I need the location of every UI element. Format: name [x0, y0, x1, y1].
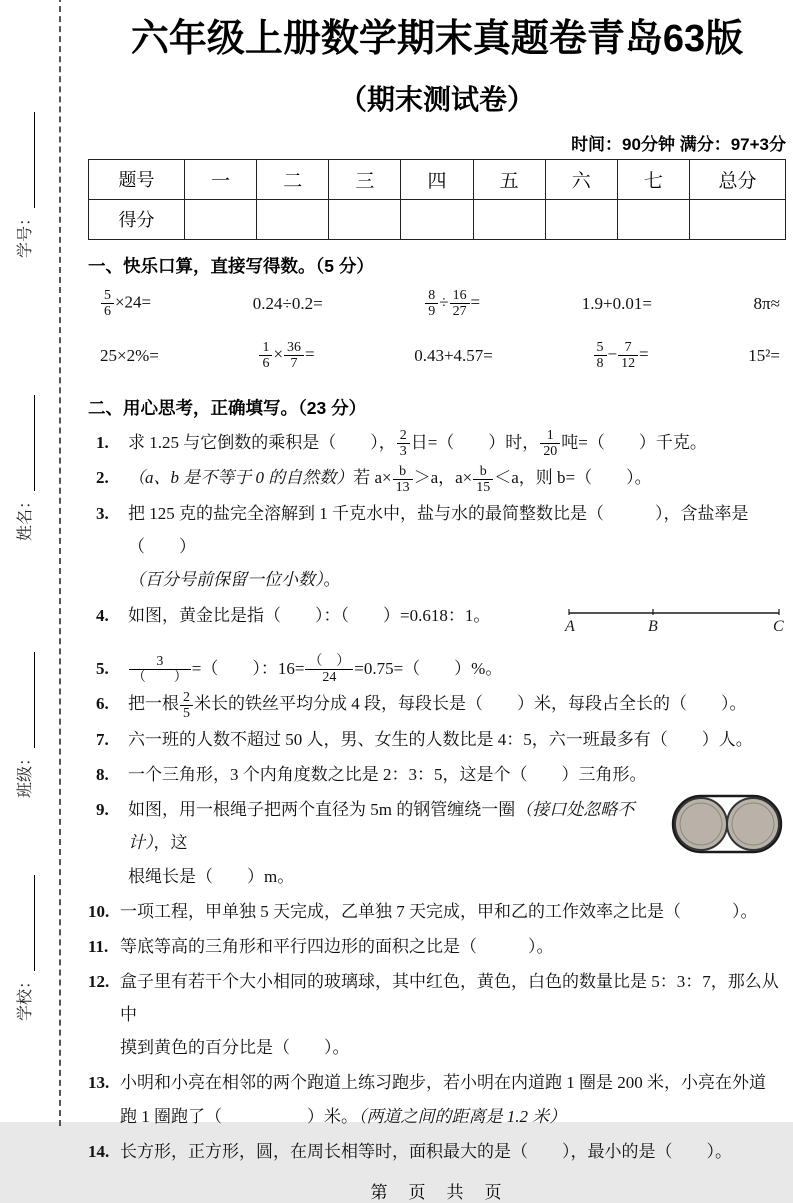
- question-number: 14.: [88, 1141, 110, 1161]
- fraction-denominator: 3: [397, 443, 410, 459]
- score-table-column-header: 四: [401, 159, 473, 199]
- text-run: 1.9+0.01=: [581, 293, 652, 313]
- fraction: [101, 288, 114, 319]
- text-run: ，这: [153, 833, 188, 853]
- fraction: [259, 340, 272, 371]
- question-text: [120, 1135, 786, 1168]
- text-run: 跑 1 圈跑了（ ）米。: [120, 1106, 358, 1126]
- text-run: （a、b 是不等于 0 的自然数）: [128, 468, 354, 488]
- fraction-numerator: 5: [104, 288, 111, 304]
- text-run: （两道之间的距离是 1.2 米）: [358, 1106, 567, 1126]
- question-diagram: [670, 793, 784, 866]
- fraction-denominator: 15: [473, 479, 493, 495]
- fraction-denominator: 6: [101, 303, 114, 319]
- text-run: 25×2%=: [100, 345, 159, 365]
- question: [88, 426, 786, 460]
- fraction: [397, 428, 410, 459]
- score-cell[interactable]: [257, 199, 329, 239]
- text-run: 0.43+4.57=: [414, 345, 493, 365]
- question-number: 1.: [96, 432, 109, 452]
- question-text: [120, 965, 786, 1064]
- time-score-meta: 时间：90分钟 满分：97+3分: [571, 134, 786, 154]
- question-number: 9.: [96, 800, 109, 820]
- fraction: [425, 288, 438, 319]
- text-run: 吨=（ ）千克。: [561, 432, 707, 452]
- question: [88, 687, 786, 721]
- oral-calc-item: [593, 340, 649, 371]
- text-run: 一个三角形，3 个内角度数之比是 2：3：5，这是个（ ）三角形。: [128, 765, 647, 785]
- fraction-denominator: 13: [393, 479, 413, 495]
- fraction: [129, 654, 191, 685]
- fraction: [305, 654, 353, 685]
- question-text: [128, 758, 786, 791]
- fill-in-questions: [88, 426, 786, 1168]
- question: [88, 895, 786, 928]
- write-in-line[interactable]: [16, 875, 35, 971]
- write-in-line[interactable]: [16, 112, 35, 208]
- fraction-numerator: 16: [452, 288, 467, 304]
- oral-calc-item: [100, 288, 151, 319]
- student-info-label: 学校：: [17, 972, 34, 1021]
- score-cell[interactable]: [690, 199, 786, 239]
- margin-dashed-cut-line: [59, 0, 61, 1126]
- fraction-denominator: 9: [425, 303, 438, 319]
- fraction-denominator: 6: [259, 355, 272, 371]
- fraction-numerator: b: [399, 464, 407, 479]
- main-column: [88, 18, 786, 1203]
- question-number: 8.: [96, 765, 109, 785]
- question-text: [120, 930, 786, 963]
- text-run: =0.75=（ ）%。: [354, 658, 503, 678]
- student-info-label: 班级：: [17, 749, 34, 798]
- score-table-column-header: 五: [473, 159, 545, 199]
- fraction-numerator: 36: [287, 340, 301, 356]
- question-text: [128, 426, 786, 460]
- fraction-denominator: （ ）: [129, 669, 191, 685]
- score-cell[interactable]: [185, 199, 257, 239]
- score-table: [88, 159, 786, 240]
- oral-calc-item: [414, 346, 493, 366]
- score-table-corner: 题号: [89, 159, 185, 199]
- score-cell[interactable]: [617, 199, 689, 239]
- student-info-field: [9, 369, 35, 541]
- score-table-column-header: 总分: [690, 159, 786, 199]
- text-run: 六一班的人数不超过 50 人，男、女生的人数比是 4：5，六一班最多有（ ）人。: [128, 730, 753, 750]
- fraction: [180, 690, 193, 721]
- golden-ratio-segment-diagram: [561, 601, 786, 639]
- fraction-numerator: 8: [428, 288, 436, 304]
- oral-calc-item: [754, 294, 780, 314]
- oral-calc-row: [88, 278, 786, 330]
- student-info-label: 姓名：: [17, 492, 34, 541]
- text-run: 盒子里有若干个大小相同的玻璃球，其中红色，黄色，白色的数量比是 5：3：7，那么从中: [120, 972, 779, 1025]
- text-run: −: [607, 344, 618, 364]
- text-run: 根绳长是（ ）m。: [128, 866, 295, 886]
- fraction-denominator: 8: [594, 355, 607, 371]
- text-run: 15²=: [748, 345, 780, 365]
- question: [88, 723, 786, 756]
- text-run: 把一根: [128, 694, 179, 714]
- text-run: ÷: [439, 292, 449, 312]
- score-row-label: 得分: [89, 199, 185, 239]
- question-text: [128, 793, 786, 892]
- text-run: 若 a×: [353, 468, 392, 488]
- text-run: =: [470, 292, 481, 312]
- question-text: [128, 723, 786, 756]
- question: [88, 652, 786, 686]
- question: [88, 930, 786, 963]
- text-run: 把 125 克的盐完全溶解到 1 千克水中，盐与水的最简整数比是（ ），含盐率是（ ）: [128, 504, 749, 557]
- question: [88, 965, 786, 1064]
- question: [88, 599, 786, 650]
- text-run: 0.24÷0.2=: [252, 293, 323, 313]
- fraction-numerator: b: [479, 464, 487, 479]
- question-number: 6.: [96, 694, 109, 714]
- text-run: =: [304, 344, 315, 364]
- oral-calc-item: [258, 340, 314, 371]
- fraction: [618, 340, 638, 371]
- score-table-column-header: 二: [257, 159, 329, 199]
- fraction-denominator: 12: [618, 355, 638, 371]
- question: [88, 1135, 786, 1168]
- question-number: 2.: [96, 468, 109, 488]
- score-table-column-header: 三: [329, 159, 401, 199]
- question-number: 3.: [96, 504, 109, 524]
- page-title: 六年级上册数学期末真题卷青岛63版: [130, 18, 744, 60]
- question-number: 5.: [96, 658, 109, 678]
- student-info-field: [9, 86, 35, 258]
- text-run: 等底等高的三角形和平行四边形的面积之比是（ ）。: [120, 936, 554, 956]
- page-footer: 第 页 共 页: [370, 1182, 504, 1202]
- fraction-denominator: 24: [305, 669, 353, 685]
- oral-calculation-rows: [88, 278, 786, 382]
- text-run: 。: [323, 570, 341, 590]
- question-text: [120, 895, 786, 928]
- score-cell[interactable]: [329, 199, 401, 239]
- oral-calc-row: [88, 330, 786, 382]
- text-run: 日=（ ）时，: [410, 432, 540, 452]
- write-in-line[interactable]: [16, 395, 35, 491]
- score-cell[interactable]: [545, 199, 617, 239]
- question-text: [120, 1066, 786, 1132]
- score-cell[interactable]: [401, 199, 473, 239]
- question-number: 4.: [96, 605, 109, 625]
- fraction-numerator: （ ）: [308, 654, 351, 670]
- student-info-field: [9, 626, 35, 798]
- page-subtitle: （期末测试卷）: [338, 83, 535, 115]
- question-number: 7.: [96, 730, 109, 750]
- question-text: [128, 599, 786, 650]
- question-number: 10.: [88, 901, 110, 921]
- text-run: 求 1.25 与它倒数的乘积是（ ），: [128, 432, 396, 452]
- section2-heading: 二、用心思考，正确填写。（23 分）: [88, 397, 367, 418]
- fraction-numerator: 3: [156, 654, 164, 670]
- question: [88, 461, 786, 495]
- segment-label-c: C: [773, 617, 784, 635]
- oral-calc-item: [748, 346, 780, 366]
- fraction-numerator: 1: [546, 428, 554, 444]
- text-run: ×24=: [114, 292, 152, 312]
- score-table-column-header: 六: [545, 159, 617, 199]
- write-in-line[interactable]: [16, 652, 35, 748]
- text-run: 长方形，正方形，圆，在周长相等时，面积最大的是（ ），最小的是（ ）。: [120, 1141, 732, 1161]
- text-run: 如图，黄金比是指（ ）：（ ）=0.618：1。: [128, 605, 491, 625]
- fraction-numerator: 5: [596, 340, 604, 356]
- oral-calc-item: [100, 346, 159, 366]
- fraction: [473, 464, 493, 495]
- text-run: 如图，用一根绳子把两个直径为 5m 的钢管缠绕一圈: [128, 800, 516, 820]
- text-run: ×: [273, 344, 284, 364]
- fraction-denominator: 7: [284, 355, 304, 371]
- question-text: [128, 461, 786, 495]
- text-run: 米长的铁丝平均分成 4 段，每段长是（ ）米，每段占全长的（ ）。: [193, 694, 747, 714]
- question-text: [128, 687, 786, 721]
- section1-heading: 一、快乐口算，直接写得数。（5 分）: [88, 255, 374, 276]
- question: [88, 793, 786, 892]
- text-run: =（ ）：16=: [191, 658, 305, 678]
- text-run: =: [639, 344, 649, 364]
- fraction: [540, 428, 560, 459]
- text-run: 8π≈: [753, 293, 780, 313]
- question-diagram: [561, 601, 786, 650]
- fraction-numerator: 1: [262, 340, 270, 356]
- segment-label-b: B: [648, 617, 658, 635]
- student-info-field: [9, 849, 35, 1021]
- text-run: 一项工程，甲单独 5 天完成，乙单独 7 天完成，甲和乙的工作效率之比是（ ）。: [120, 901, 758, 921]
- fraction-numerator: 2: [399, 428, 407, 444]
- text-run: （接口处忽略不计）: [128, 800, 635, 853]
- fraction-numerator: 7: [624, 340, 632, 356]
- fraction: [284, 340, 304, 371]
- fraction-numerator: 2: [183, 689, 190, 705]
- student-info-label: 学号：: [17, 209, 34, 258]
- fraction: [450, 288, 470, 319]
- text-run: ＜a，则 b=（ ）。: [494, 468, 652, 488]
- fraction: [594, 340, 607, 371]
- oral-calc-item: [253, 294, 323, 314]
- text-run: 摸到黄色的百分比是（ ）。: [120, 1038, 350, 1058]
- question-number: 12.: [88, 972, 110, 992]
- question-text: [128, 497, 786, 596]
- two-pipes-rope-diagram: [670, 793, 784, 855]
- fraction-denominator: 20: [540, 443, 560, 459]
- question-number: 13.: [88, 1073, 110, 1093]
- fraction-denominator: 5: [180, 705, 193, 721]
- question-text: [128, 652, 786, 686]
- question: [88, 758, 786, 791]
- score-table-column-header: 七: [617, 159, 689, 199]
- fraction: [393, 464, 413, 495]
- score-cell[interactable]: [473, 199, 545, 239]
- question: [88, 497, 786, 596]
- question-number: 11.: [88, 936, 109, 956]
- oral-calc-item: [424, 288, 480, 319]
- text-run: ＞a，a×: [413, 468, 473, 488]
- text-run: 小明和小亮在相邻的两个跑道上练习跑步，若小明在内道跑 1 圈是 200 米，小亮在外道: [120, 1073, 766, 1093]
- question: [88, 1066, 786, 1132]
- score-table-column-header: 一: [185, 159, 257, 199]
- oral-calc-item: [582, 294, 652, 314]
- fraction-denominator: 27: [450, 303, 470, 319]
- text-run: （百分号前保留一位小数）: [128, 570, 324, 590]
- segment-label-a: A: [565, 617, 575, 635]
